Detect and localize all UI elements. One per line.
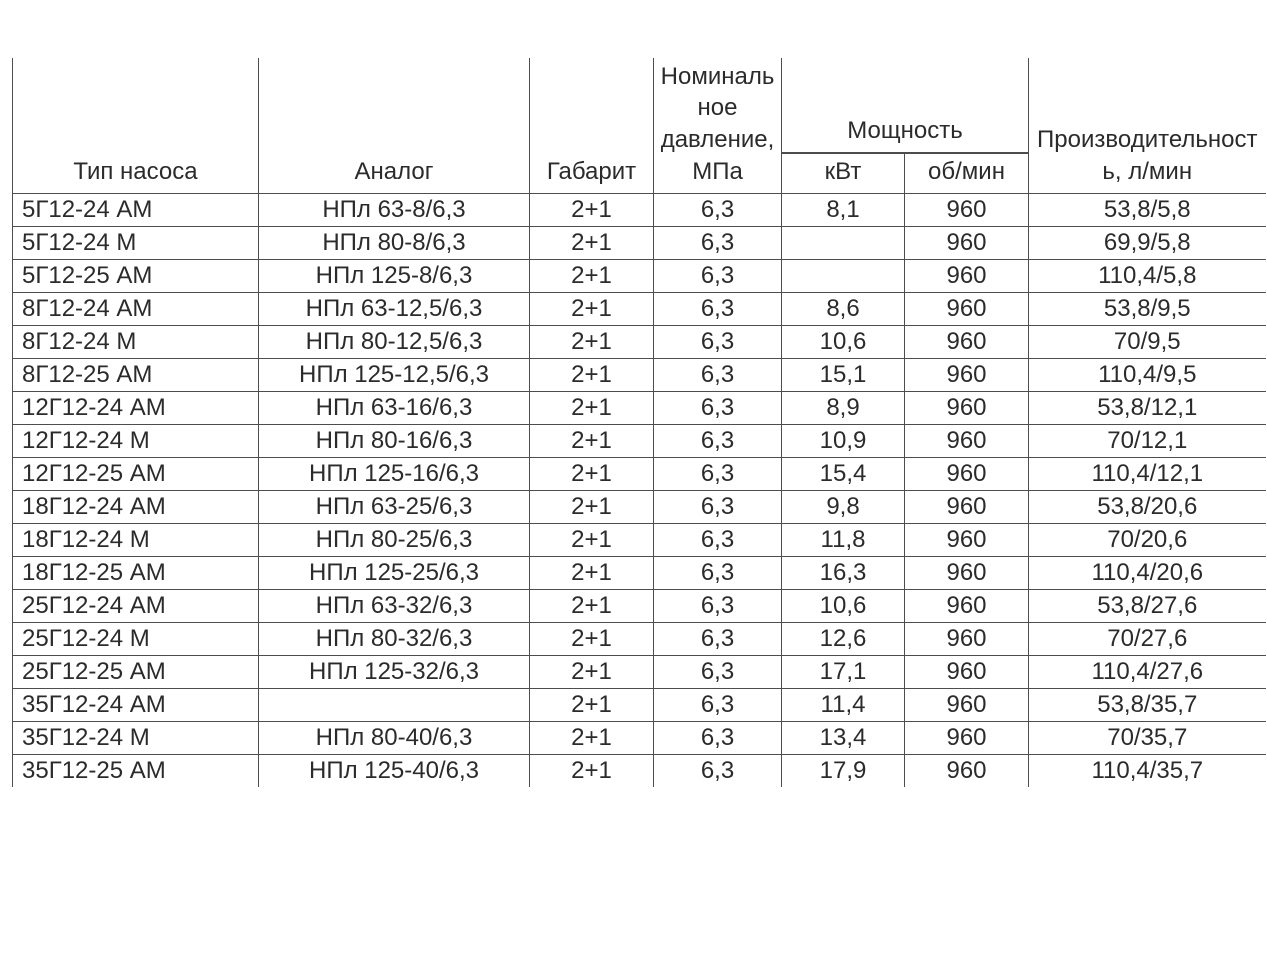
table-cell: 70/35,7 (1029, 721, 1266, 754)
table-row (13, 556, 1266, 589)
table-cell: 6,3 (654, 259, 782, 292)
table-cell: 69,9/5,8 (1029, 226, 1266, 259)
table-row (13, 424, 1266, 457)
table-cell: 960 (905, 622, 1029, 655)
table-cell: 960 (905, 193, 1029, 226)
table-cell: НПл 80-16/6,3 (259, 424, 530, 457)
table-cell: 110,4/5,8 (1029, 259, 1266, 292)
table-cell: 53,8/12,1 (1029, 391, 1266, 424)
table-cell: НПл 63-25/6,3 (259, 490, 530, 523)
col-header-pump-type: Тип насоса (13, 58, 259, 193)
table-cell: 2+1 (530, 391, 654, 424)
table-cell: НПл 125-8/6,3 (259, 259, 530, 292)
table-cell: 2+1 (530, 556, 654, 589)
table-cell: 2+1 (530, 292, 654, 325)
table-cell: 13,4 (782, 721, 905, 754)
table-cell: 18Г12-24 М (13, 523, 259, 556)
table-cell: 960 (905, 721, 1029, 754)
table-cell: 6,3 (654, 688, 782, 721)
table-cell: 2+1 (530, 655, 654, 688)
table-cell: 6,3 (654, 589, 782, 622)
table-cell: 12Г12-25 АМ (13, 457, 259, 490)
table-cell: НПл 80-12,5/6,3 (259, 325, 530, 358)
table-cell: 2+1 (530, 490, 654, 523)
table-cell: 2+1 (530, 424, 654, 457)
table-cell: 2+1 (530, 523, 654, 556)
table-row (13, 391, 1266, 424)
table-row (13, 721, 1266, 754)
table-cell: 25Г12-24 АМ (13, 589, 259, 622)
table-cell: 960 (905, 391, 1029, 424)
table-cell: 53,8/35,7 (1029, 688, 1266, 721)
table-cell: 8Г12-24 АМ (13, 292, 259, 325)
table-cell: 2+1 (530, 457, 654, 490)
table-cell: 18Г12-24 АМ (13, 490, 259, 523)
table-cell: 960 (905, 259, 1029, 292)
table-cell: 12Г12-24 М (13, 424, 259, 457)
table-cell: 53,8/20,6 (1029, 490, 1266, 523)
table-cell: НПл 125-12,5/6,3 (259, 358, 530, 391)
table-cell: 6,3 (654, 523, 782, 556)
col-header-productivity: Производительность, л/мин (1029, 58, 1266, 193)
table-cell: НПл 80-25/6,3 (259, 523, 530, 556)
table-cell: 9,8 (782, 490, 905, 523)
table-row (13, 754, 1266, 787)
table-cell: 6,3 (654, 391, 782, 424)
table-cell: 6,3 (654, 622, 782, 655)
table-row (13, 589, 1266, 622)
table-cell: 53,8/9,5 (1029, 292, 1266, 325)
table-cell: 17,1 (782, 655, 905, 688)
col-header-pressure: Номинальное давление, МПа (654, 58, 782, 193)
table-row (13, 292, 1266, 325)
table-cell: НПл 80-8/6,3 (259, 226, 530, 259)
col-header-analog: Аналог (259, 58, 530, 193)
table-cell: НПл 63-12,5/6,3 (259, 292, 530, 325)
table-row (13, 358, 1266, 391)
pump-spec-table (12, 58, 1266, 787)
table-cell: 35Г12-25 АМ (13, 754, 259, 787)
table-row (13, 325, 1266, 358)
table-cell: 11,4 (782, 688, 905, 721)
table-cell: 8,9 (782, 391, 905, 424)
table-cell: 2+1 (530, 193, 654, 226)
table-cell: 10,6 (782, 589, 905, 622)
table-cell: НПл 125-16/6,3 (259, 457, 530, 490)
table-cell: 18Г12-25 АМ (13, 556, 259, 589)
table-cell: 10,9 (782, 424, 905, 457)
table-cell: 110,4/35,7 (1029, 754, 1266, 787)
table-cell: 5Г12-25 АМ (13, 259, 259, 292)
table-cell: 35Г12-24 М (13, 721, 259, 754)
table-cell: 6,3 (654, 358, 782, 391)
table-cell: 2+1 (530, 226, 654, 259)
table-row (13, 523, 1266, 556)
table-cell: 10,6 (782, 325, 905, 358)
table-cell: НПл 125-32/6,3 (259, 655, 530, 688)
table-cell: 110,4/27,6 (1029, 655, 1266, 688)
table-cell: 110,4/20,6 (1029, 556, 1266, 589)
table-cell: 960 (905, 325, 1029, 358)
col-header-gabarit: Габарит (530, 58, 654, 193)
table-row (13, 655, 1266, 688)
table-cell: 6,3 (654, 754, 782, 787)
table-cell: 2+1 (530, 721, 654, 754)
table-row (13, 490, 1266, 523)
table-row (13, 622, 1266, 655)
table-cell: 960 (905, 292, 1029, 325)
col-header-kwt: кВт (782, 153, 905, 193)
table-cell: 6,3 (654, 325, 782, 358)
table-row (13, 226, 1266, 259)
table-cell: НПл 125-25/6,3 (259, 556, 530, 589)
table-cell: 6,3 (654, 292, 782, 325)
table-cell (259, 688, 530, 721)
table-cell: 15,4 (782, 457, 905, 490)
table-cell: НПл 63-8/6,3 (259, 193, 530, 226)
table-cell: 8,6 (782, 292, 905, 325)
table-cell: 960 (905, 688, 1029, 721)
table-cell: 15,1 (782, 358, 905, 391)
table-cell: 2+1 (530, 688, 654, 721)
table-cell: 110,4/12,1 (1029, 457, 1266, 490)
table-cell: 2+1 (530, 754, 654, 787)
header-row-top (13, 58, 1266, 153)
table-cell: 53,8/5,8 (1029, 193, 1266, 226)
table-cell: 25Г12-24 М (13, 622, 259, 655)
table-row (13, 457, 1266, 490)
table-cell: 5Г12-24 М (13, 226, 259, 259)
table-cell: 6,3 (654, 424, 782, 457)
table-cell: 6,3 (654, 457, 782, 490)
table-cell: 960 (905, 589, 1029, 622)
table-cell: НПл 80-40/6,3 (259, 721, 530, 754)
table-body (13, 193, 1266, 787)
table-cell: 53,8/27,6 (1029, 589, 1266, 622)
table-cell: 70/20,6 (1029, 523, 1266, 556)
table-cell: 17,9 (782, 754, 905, 787)
table-cell: 960 (905, 754, 1029, 787)
table-row (13, 259, 1266, 292)
table-cell: 6,3 (654, 655, 782, 688)
table-cell: 5Г12-24 АМ (13, 193, 259, 226)
table-cell (782, 226, 905, 259)
table-cell: 12Г12-24 АМ (13, 391, 259, 424)
table-cell: 960 (905, 490, 1029, 523)
table-cell: 16,3 (782, 556, 905, 589)
table-cell: 2+1 (530, 589, 654, 622)
table-cell: НПл 125-40/6,3 (259, 754, 530, 787)
col-header-power-group: Мощность (782, 58, 1029, 153)
table-cell: НПл 63-16/6,3 (259, 391, 530, 424)
table-header (13, 58, 1266, 193)
table-cell: 960 (905, 556, 1029, 589)
table-cell: 960 (905, 424, 1029, 457)
table-cell: 6,3 (654, 490, 782, 523)
table-cell: 6,3 (654, 721, 782, 754)
table-cell: 2+1 (530, 358, 654, 391)
table-cell: НПл 80-32/6,3 (259, 622, 530, 655)
table-row (13, 688, 1266, 721)
table-cell: 70/9,5 (1029, 325, 1266, 358)
table-cell: 11,8 (782, 523, 905, 556)
table-cell: 12,6 (782, 622, 905, 655)
table-cell: 6,3 (654, 193, 782, 226)
table-cell: 110,4/9,5 (1029, 358, 1266, 391)
table-cell: 2+1 (530, 622, 654, 655)
table-cell: 35Г12-24 АМ (13, 688, 259, 721)
table-cell: 6,3 (654, 226, 782, 259)
table-cell: 960 (905, 655, 1029, 688)
table-cell: 960 (905, 226, 1029, 259)
table-cell: 960 (905, 523, 1029, 556)
table-cell: 8,1 (782, 193, 905, 226)
table-cell: 70/12,1 (1029, 424, 1266, 457)
table-cell: 25Г12-25 АМ (13, 655, 259, 688)
col-header-rpm: об/мин (905, 153, 1029, 193)
table-cell: 6,3 (654, 556, 782, 589)
table-cell: 960 (905, 457, 1029, 490)
table-cell: НПл 63-32/6,3 (259, 589, 530, 622)
table-cell: 8Г12-24 М (13, 325, 259, 358)
table-cell: 2+1 (530, 325, 654, 358)
table-cell: 2+1 (530, 259, 654, 292)
table-cell: 8Г12-25 АМ (13, 358, 259, 391)
table-cell (782, 259, 905, 292)
table-row (13, 193, 1266, 226)
table-cell: 960 (905, 358, 1029, 391)
table-cell: 70/27,6 (1029, 622, 1266, 655)
